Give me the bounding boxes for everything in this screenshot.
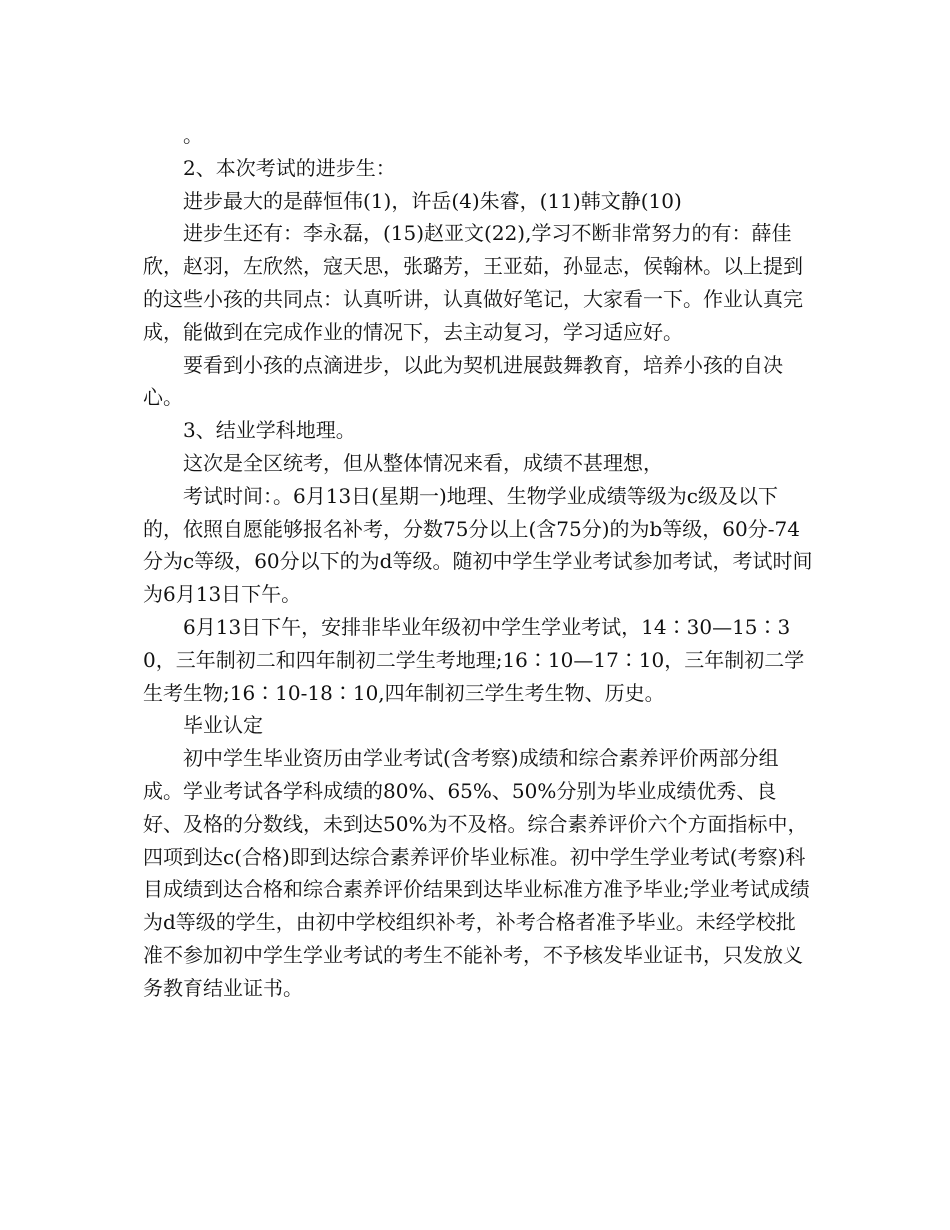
paragraph-continuation-mark: 。: [183, 123, 203, 147]
paragraph-graduation-rules: 初中学生毕业资历由学业考试(含考察)成绩和综合素养评价两部分组成。学业考试各学科成绩的80%、65%、50%分别为毕业成绩优秀、良好、及格的分数线，未到达50%为不及格。综合素养评价六个方面指标中，四项到达c(合格)即到达综合素养评价毕业标准。初中学生学业考试(考察)科目成绩到达合格和综合素养评价结果到达毕业标准方准予毕业;学业考试成绩为d等级的学生，由初中学校组织补考，补考合格者准予毕业。未经学校批准不参加初中学生学业考试的考生不能补考，不予核发毕业证书，只发放义务教育结业证书。: [143, 746, 810, 1000]
paragraph-encouragement: 要看到小孩的点滴进步，以此为契机进展鼓舞教育，培养小孩的自决心。: [143, 352, 783, 410]
paragraph-most-improved: 进步最大的是薛恒伟(1)，许岳(4)朱睿，(11)韩文静(10): [183, 188, 682, 213]
section-heading-graduation: 毕业认定: [183, 713, 263, 738]
section-heading-progress-students: 2、本次考试的进步生：: [183, 155, 396, 180]
paragraph-exam-schedule: 6月13日下午，安排非毕业年级初中学生学业考试，14∶30—15∶30，三年制初二和四年制初二学生考地理;16∶10—17∶10，三年制初二学生考生物;16∶10-18∶10,四年制初三学生考生物、历史。: [143, 614, 805, 705]
document-body: [143, 119, 815, 1005]
paragraph-other-improved: 进步生还有：李永磊，(15)赵亚文(22),学习不断非常努力的有：薛佳欣，赵羽，左欣然，寇天思，张璐芳，王亚茹，孙显志，侯翰林。以上提到的这些小孩的共同点：认真听讲，认真做好笔记，大家看一下。作业认真完成，能做到在完成作业的情况下，去主动复习，学习适应好。: [143, 221, 803, 344]
paragraph-exam-overview: 这次是全区统考，但从整体情况来看，成绩不甚理想，: [183, 450, 663, 475]
paragraph-exam-time-grades: 考试时间：。6月13日(星期一)地理、生物学业成绩等级为c级及以下的，依照自愿能够报名补考，分数75分以上(含75分)的为b等级，60分-74分为c等级，60分以下的为d等级。随初中学生学业考试参加考试，考试时间为6月13日下午。: [143, 483, 813, 607]
section-heading-geography: 3、结业学科地理。: [183, 418, 356, 443]
